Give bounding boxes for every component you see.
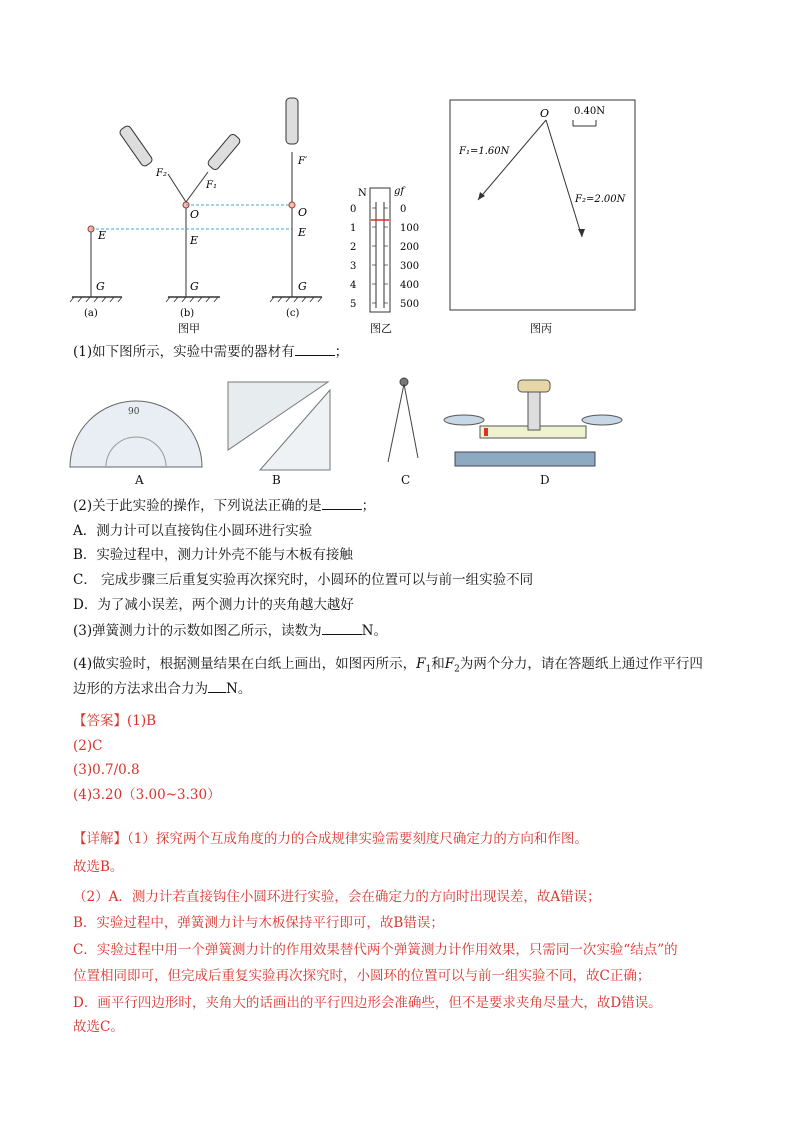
answer-blank[interactable]: [295, 343, 335, 356]
label-F1-b: F₁: [206, 180, 217, 191]
detail-line-6: 位置相同即可，但完成后重复实验再次探究时，小圆环的位置可以与前一组实验不同，故C正确；: [73, 968, 651, 984]
question-4: (4)做实验时，根据测量结果在白纸上画出，如图丙所示，$F_1$和$F_2$为两个分力，请在答题纸上通过作平行四: [73, 656, 703, 675]
figure-bing: [450, 100, 635, 310]
caption-bing: 图丙: [530, 322, 552, 335]
yi-tick-right: 0: [400, 204, 407, 215]
answer-4: (4)3.20（3.00~3.30）: [73, 787, 221, 803]
yi-tick-left: 0: [350, 204, 357, 215]
tools-figure: [60, 370, 660, 490]
tool-label-A: A: [135, 473, 144, 487]
set-squares: [228, 382, 330, 470]
bing-scale: 0.40N: [574, 106, 606, 117]
detail-line-4: B．实验过程中，弹簧测力计与木板保持平行即可，故B错误；: [73, 915, 444, 931]
figure-yi: [370, 188, 390, 312]
yi-tick-left: 3: [350, 261, 357, 272]
label-O-c: O: [298, 206, 308, 219]
detail-line-5: C．实验过程中用一个弹簧测力计的作用效果替代两个弹簧测力计作用效果，只需同一次实验“结点”的: [73, 942, 678, 958]
detail-tag: 【详解】: [73, 831, 127, 847]
answer-2: (2)C: [73, 738, 103, 754]
answer-1: 【答案】(1)B: [73, 713, 157, 729]
tool-label-D: D: [540, 473, 550, 487]
yi-tick-right: 300: [400, 261, 420, 272]
protractor: [70, 401, 202, 467]
label-O-b: O: [190, 208, 200, 221]
label-b: (b): [180, 308, 195, 319]
bing-O: O: [540, 107, 550, 120]
answer-tag: 【答案】: [73, 713, 127, 729]
option-C: C． 完成步骤三后重复实验再次探究时，小圆环的位置可以与前一组实验不同: [73, 572, 534, 588]
question-3: (3)弹簧测力计的示数如图乙所示，读数为 N。: [73, 623, 387, 639]
caption-jia: 图甲: [178, 322, 200, 335]
yi-unit-N: N: [358, 188, 367, 199]
figure-jia-b: [118, 125, 241, 302]
figure-jia-c: [270, 98, 322, 302]
yi-unit-gf: gf: [394, 186, 405, 197]
tool-label-C: C: [401, 473, 411, 487]
protractor-90-label: 90: [128, 407, 140, 417]
answer-blank[interactable]: [322, 497, 362, 510]
answer-blank[interactable]: [322, 622, 362, 635]
yi-tick-left: 5: [350, 299, 357, 310]
label-E-b: E: [190, 234, 199, 247]
question-1: (1)如下图所示，实验中需要的器材有 ；: [73, 344, 349, 360]
yi-tick-left: 4: [350, 280, 357, 291]
compass: [388, 378, 418, 462]
label-G-a: G: [96, 280, 105, 293]
bing-F2: F₂=2.00N: [575, 194, 626, 205]
label-F2-b: F₂: [156, 168, 167, 179]
label-G-b: G: [190, 280, 199, 293]
answer-blank[interactable]: [208, 680, 226, 693]
yi-tick-right: 500: [400, 299, 420, 310]
bing-F1: F₁=1.60N: [459, 146, 510, 157]
label-c: (c): [286, 308, 300, 319]
yi-tick-left: 2: [350, 242, 357, 253]
detail-line-8: 故选C。: [73, 1019, 124, 1035]
detail-line-2: 故选B。: [73, 859, 124, 875]
yi-tick-right: 200: [400, 242, 420, 253]
label-E-a: E: [98, 229, 107, 242]
detail-line-3: （2）A．测力计若直接钩住小圆环进行实验，会在确定力的方向时出现误差，故A错误；: [73, 889, 601, 905]
detail-line-7: D．画平行四边形时，夹角大的话画出的平行四边形会准确些，但不是要求夹角尽量大，故D错误。: [73, 995, 662, 1011]
detail-line-1: 【详解】（1）探究两个互成角度的力的合成规律实验需要刻度尺确定力的方向和作图。: [73, 831, 588, 847]
answer-3: (3)0.7/0.8: [73, 762, 140, 778]
tool-label-B: B: [272, 473, 281, 487]
option-B: B．实验过程中，测力计外壳不能与木板有接触: [73, 547, 353, 563]
yi-tick-right: 100: [400, 223, 420, 234]
label-Fprime-c: F′: [298, 156, 308, 167]
yi-tick-left: 1: [350, 223, 357, 234]
label-a: (a): [84, 308, 98, 319]
option-A: A．测力计可以直接钩住小圆环进行实验: [73, 523, 313, 539]
question-4-cont: 边形的方法求出合力为 N。: [73, 681, 252, 697]
yi-tick-right: 400: [400, 280, 420, 291]
question-2: (2)关于此实验的操作，下列说法正确的是 ；: [73, 498, 376, 514]
label-G-c: G: [298, 280, 307, 293]
figure-row: [60, 92, 660, 342]
caption-yi: 图乙: [370, 322, 392, 335]
balance: [444, 380, 622, 466]
figure-jia-yi-bing: [60, 92, 660, 342]
label-E-c: E: [298, 226, 307, 239]
option-D: D．为了减小误差，两个测力计的夹角越大越好: [73, 597, 354, 613]
